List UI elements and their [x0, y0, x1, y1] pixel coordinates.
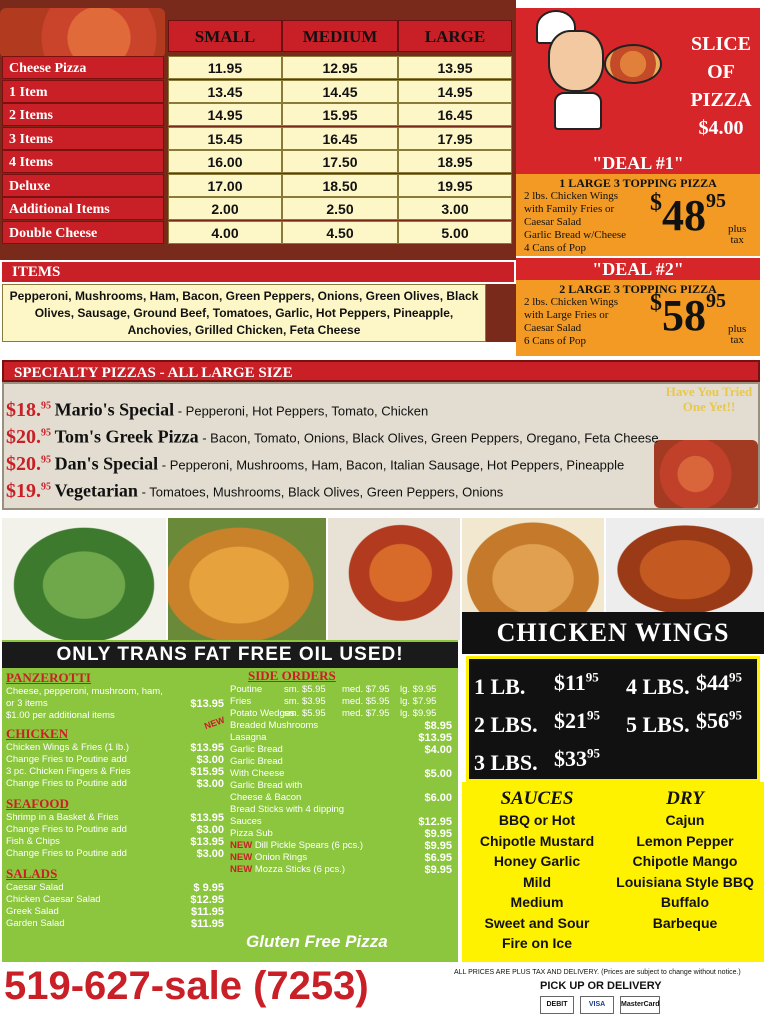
price-cell: 18.95	[398, 150, 512, 173]
deal-2-cents: 95	[706, 290, 726, 312]
specialty-name: Mario's Special	[54, 399, 175, 420]
price-cell: 2.00	[168, 197, 282, 220]
deal-1-line: Caesar Salad	[524, 216, 582, 228]
chef-pizza-icon	[604, 44, 662, 84]
menu-line: 3 pc. Chicken Fingers & Fries $15.95	[6, 766, 224, 778]
wing-price: 1 LB.	[474, 674, 526, 699]
items-side-photo	[486, 284, 516, 342]
menu-line: Change Fries to Poutine add $3.00	[6, 778, 224, 790]
seafood-heading: SEAFOOD	[6, 796, 69, 811]
side-line: Fries sm. $3.95 med. $5.95 lg. $7.95	[230, 696, 437, 707]
specialty-name: Vegetarian	[54, 480, 138, 501]
specialty-desc: - Bacon, Tomato, Onions, Black Olives, Green Peppers, Oregano, Feta Cheese	[198, 430, 659, 446]
side-line: NEW Mozza Sticks (6 pcs.) $9.95	[230, 864, 452, 876]
new-badge: NEW	[230, 864, 253, 875]
deal-2-line: 2 lbs. Chicken Wings	[524, 296, 619, 308]
price-cell: 14.45	[282, 80, 398, 103]
wing-price-value: $\$33^{95}$	[554, 746, 600, 772]
dry-item: Barbeque	[652, 914, 718, 931]
pickup-delivery: PICK UP OR DELIVERY	[540, 980, 662, 992]
slice-offer	[676, 30, 766, 142]
price-cell: 16.45	[282, 127, 398, 150]
deal-1-plus: plus	[728, 223, 747, 235]
menu-line: Shrimp in a Basket & Fries $13.95	[6, 812, 224, 824]
deal-2-tax	[728, 324, 746, 346]
sauce-item: Sweet and Sour	[484, 914, 590, 931]
deal-1-line: 4 Cans of Pop	[524, 242, 587, 254]
side-line: Garlic Bread	[230, 756, 283, 767]
specialty-row	[6, 447, 624, 473]
menu-line: Greek Salad $11.95	[6, 906, 224, 918]
mastercard-icon: MasterCard	[620, 996, 660, 1014]
price-cell: 4.00	[168, 221, 282, 244]
deal-1-cents: 95	[706, 190, 726, 212]
wing-price-value: $\$56^{95}$	[696, 708, 742, 734]
fine-print: ALL PRICES ARE PLUS TAX AND DELIVERY. (Prices are subject to change without notice.)	[454, 969, 741, 976]
wing-price-value: $\$11^{95}$	[554, 670, 599, 696]
menu-line: Change Fries to Poutine add $3.00	[6, 848, 224, 860]
items-list: Pepperoni, Mushrooms, Ham, Bacon, Green Peppers, Onions, Green Olives, Black Olives, Sausage, Ground Beef, Tomatoes, Garlic, Hot Peppers, Pineapple, Anchovies, Grilled Chicken, Feta Cheese	[2, 284, 486, 342]
price-row-label: Cheese Pizza	[2, 56, 164, 79]
panzerotti-line: $1.00 per additional items	[6, 710, 115, 721]
new-badge: NEW	[230, 852, 253, 863]
deal-2-line: Caesar Salad	[524, 322, 582, 334]
specialty-name: Dan's Special	[54, 453, 159, 474]
dry-item: Lemon Pepper	[636, 832, 734, 849]
deal-1-tax	[728, 224, 746, 246]
deal-1	[516, 152, 760, 256]
price-cell: 15.45	[168, 127, 282, 150]
price-row-label: 2 Items	[2, 103, 164, 126]
deal-2-dollars: 58	[662, 291, 706, 340]
deal-1-line: 2 lbs. Chicken Wings	[524, 190, 619, 202]
price-row-label: 4 Items	[2, 150, 164, 173]
price-row-label: 1 Item	[2, 80, 164, 103]
specialty-row	[6, 420, 659, 446]
deal-2-plus: plus	[728, 323, 747, 335]
side-line: Poutine sm. $5.95 med. $7.95 lg. $9.95	[230, 684, 437, 695]
dry-heading: DRY	[666, 788, 704, 809]
price-row-label: Additional Items	[2, 197, 164, 220]
price-cell: 11.95	[168, 56, 282, 79]
price-cell: 16.45	[398, 103, 512, 126]
deal-2-title: "DEAL #2"	[516, 258, 760, 280]
price-cell: 17.00	[168, 174, 282, 197]
price-cell: 5.00	[398, 221, 512, 244]
price-cell: 19.95	[398, 174, 512, 197]
sauces-column	[462, 788, 612, 954]
deal-1-line: with Family Fries or	[524, 203, 615, 215]
deal-1-price: $4895	[650, 190, 726, 240]
deal-1-dollars: 48	[662, 191, 706, 240]
deal-2-headline: 2 LARGE 3 TOPPING PIZZA	[559, 282, 717, 296]
lasagna-photo	[328, 518, 460, 640]
side-line: Pizza Sub $9.95	[230, 828, 452, 840]
side-line: NEW Onion Rings $6.95	[230, 852, 452, 864]
menu-line: Garden Salad $11.95	[6, 918, 224, 930]
panzerotti-photo	[168, 518, 326, 640]
size-header-small: SMALL	[168, 20, 282, 52]
specialty-row	[6, 393, 428, 419]
slice-line-3: PIZZA	[690, 89, 752, 111]
price-cell: 13.95	[398, 56, 512, 79]
menu-line: Chicken Wings & Fries (1 lb.) $13.95	[6, 742, 224, 754]
new-badge: NEW	[202, 714, 227, 732]
price-cell: 15.95	[282, 103, 398, 126]
slice-line-2: OF	[707, 61, 735, 83]
specialty-price: $18.95	[6, 398, 51, 421]
price-cell: 14.95	[168, 103, 282, 126]
sauce-item: Medium	[510, 894, 564, 910]
sauce-item: BBQ or Hot	[498, 812, 576, 828]
price-cell: 2.50	[282, 197, 398, 220]
wing-price-value: $\$44^{95}$	[696, 670, 742, 696]
side-line: Potato Wedges sm. $5.95 med. $7.95 lg. $9.95	[230, 708, 437, 719]
salad-photo	[2, 518, 166, 640]
price-cell: 17.95	[398, 127, 512, 150]
specialty-heading: SPECIALTY PIZZAS - ALL LARGE SIZE	[2, 360, 760, 382]
side-line: Garlic Bread $4.00	[230, 744, 452, 756]
wing-price: 2 LBS.	[474, 712, 538, 737]
deal-2-price: $5895	[650, 290, 726, 340]
deal-2-line: 6 Cans of Pop	[524, 335, 587, 347]
wings-photo	[606, 518, 764, 612]
slice-line-1: SLICE	[690, 33, 752, 55]
debit-card-icon: DEBIT	[540, 996, 574, 1014]
sauce-item: Chipotle Mustard	[479, 832, 595, 849]
specialty-pizza-photo	[654, 440, 758, 508]
phone-number[interactable]: 519-627-sale (7253)	[4, 964, 369, 1008]
specialty-price: $19.95	[6, 479, 51, 502]
trans-fat-banner: ONLY TRANS FAT FREE OIL USED!	[2, 642, 458, 668]
menu-line: Change Fries to Poutine add $3.00	[6, 754, 224, 766]
deal-1-title: "DEAL #1"	[516, 152, 760, 174]
specialty-desc: - Pepperoni, Mushrooms, Ham, Bacon, Italian Sausage, Hot Peppers, Pineapple	[158, 457, 625, 473]
price-cell: 12.95	[282, 56, 398, 79]
side-line: NEW Dill Pickle Spears (6 pcs.) $9.95	[230, 840, 452, 852]
dry-item: Buffalo	[660, 894, 710, 910]
specialty-row	[6, 474, 503, 500]
specialty-desc: - Pepperoni, Hot Peppers, Tomato, Chicken	[174, 403, 429, 419]
price-row-label: Deluxe	[2, 174, 164, 197]
deal-2-lines	[524, 296, 618, 348]
slice-price: $4.00	[698, 117, 744, 139]
deal-2-line: with Large Fries or	[524, 309, 609, 321]
menu-line: Chicken Caesar Salad $12.95	[6, 894, 224, 906]
side-line: With Cheese $5.00	[230, 768, 452, 780]
specialty-price: $20.95	[6, 452, 51, 475]
wing-price: 5 LBS.	[626, 712, 690, 737]
price-cell: 17.50	[282, 150, 398, 173]
dry-item: Cajun	[665, 812, 705, 828]
side-line: Breaded Mushrooms $8.95	[230, 720, 452, 732]
sauces-heading: SAUCES	[500, 788, 574, 809]
pizza-photo	[0, 8, 165, 58]
chef-body-icon	[554, 92, 602, 130]
side-line: Bread Sticks with 4 dipping	[230, 804, 345, 815]
price-cell: 13.45	[168, 80, 282, 103]
side-line: Lasagna $13.95	[230, 732, 452, 744]
side-line: Cheese & Bacon $6.00	[230, 792, 452, 804]
size-header-medium: MEDIUM	[282, 20, 398, 52]
panzerotti-price: $13.95	[190, 698, 224, 710]
tried-one-badge: Have You Tried One Yet!!	[665, 384, 753, 414]
price-cell: 16.00	[168, 150, 282, 173]
wing-price: 4 LBS.	[626, 674, 690, 699]
gluten-free-label: Gluten Free Pizza	[246, 932, 388, 951]
panzerotti-line: Cheese, pepperoni, mushroom, ham,	[6, 686, 163, 697]
wing-price-value: $\$21^{95}$	[554, 708, 600, 734]
chef-face-icon	[548, 30, 604, 92]
price-row-label: Double Cheese	[2, 221, 164, 244]
price-cell: 18.50	[282, 174, 398, 197]
deal-1-headline: 1 LARGE 3 TOPPING PIZZA	[559, 176, 717, 190]
size-header-large: LARGE	[398, 20, 512, 52]
sauce-item: Mild	[523, 873, 551, 890]
side-orders-column	[230, 668, 452, 876]
price-row-label: 3 Items	[2, 127, 164, 150]
salads-heading: SALADS	[6, 866, 58, 881]
specialty-desc: - Tomatoes, Mushrooms, Black Olives, Green Peppers, Onions	[137, 484, 504, 500]
deal-2-tax-label: tax	[730, 334, 744, 346]
items-heading: ITEMS	[2, 262, 514, 282]
sauce-item: Fire on Ice	[501, 935, 573, 951]
deal-1-line: Garlic Bread w/Cheese	[524, 229, 627, 241]
deal-1-tax-label: tax	[730, 234, 744, 246]
chicken-heading: CHICKEN	[6, 726, 69, 741]
left-menu-column	[6, 670, 227, 930]
menu-line: Change Fries to Poutine add $3.00	[6, 824, 224, 836]
price-cell: 3.00	[398, 197, 512, 220]
price-cell: 4.50	[282, 221, 398, 244]
new-badge: NEW	[230, 840, 253, 851]
menu-line: Fish & Chips $13.95	[6, 836, 224, 848]
deal-2	[516, 258, 760, 356]
side-line: Garlic Bread with	[230, 780, 303, 791]
wing-price: 3 LBS.	[474, 750, 538, 775]
menu-line: Caesar Salad $ 9.95	[6, 882, 224, 894]
side-line: Sauces $12.95	[230, 816, 452, 828]
dry-column	[606, 788, 764, 933]
dry-item: Louisiana Style BBQ	[616, 873, 754, 890]
panzerotti-line: or 3 items $13.95	[6, 698, 224, 710]
sauce-item: Honey Garlic	[493, 853, 581, 869]
visa-card-icon: VISA	[580, 996, 614, 1014]
dry-item: Chipotle Mango	[632, 853, 738, 869]
specialty-price: $20.95	[6, 425, 51, 448]
specialty-name: Tom's Greek Pizza	[54, 426, 199, 447]
panzerotti-heading: PANZEROTTI	[6, 670, 91, 685]
chicken-wings-heading: CHICKEN WINGS	[462, 612, 764, 654]
side-orders-heading: SIDE ORDERS	[248, 668, 336, 683]
deal-1-lines	[524, 190, 626, 255]
price-cell: 14.95	[398, 80, 512, 103]
